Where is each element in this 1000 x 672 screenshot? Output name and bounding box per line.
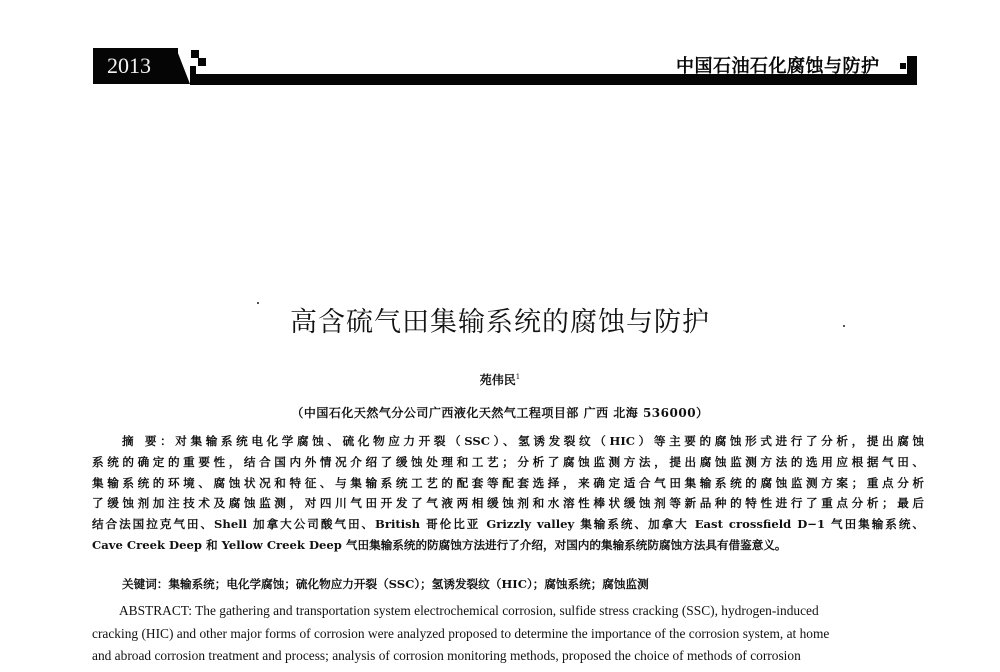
keywords-text: 集输系统；电化学腐蚀；硫化物应力开裂（SSC）；氢诱发裂纹（HIC）；腐蚀系统；腐蚀监测 [168, 577, 649, 591]
abstract-line: 系统的确定的重要性，结合国内外情况介绍了缓蚀处理和工艺；分析了腐蚀监测方法，提出腐蚀监测方法的选用应根据气田、 [92, 454, 924, 469]
abstract-en-line: cracking (HIC) and other major forms of corrosion were analyzed proposed to determine the importance of the corrosion system, at home [92, 625, 830, 641]
abstract-line: 集输系统的环境、腐蚀状况和特征、与集输系统工艺的配套等配套选择，来确定适合气田集输系统的腐蚀监测方案；重点分析 [92, 475, 924, 490]
abstract-label: 摘 要： [122, 434, 176, 448]
author [0, 371, 1000, 388]
abstract-line: 结合法国拉克气田、Shell 加拿大公司酸气田、British 哥伦比亚 Grizzly valley 集输系统、加拿大 East crossfield D−1 气田集输系统、 [92, 517, 924, 532]
decorative-square-icon [198, 58, 206, 66]
abstract-chinese [92, 431, 924, 556]
decorative-square-icon [191, 50, 199, 58]
abstract-line: Cave Creek Deep 和 Yellow Creek Deep 气田集输系统的防腐蚀方法进行了介绍，对国内的集输系统防腐蚀方法具有借鉴意义。 [92, 537, 787, 552]
abstract-en-line: and abroad corrosion treatment and process; analysis of corrosion monitoring methods, proposed the choice of methods of corrosion [92, 648, 801, 663]
page-header [0, 0, 1000, 100]
header-right-cap [907, 56, 917, 85]
keywords [122, 576, 649, 592]
author-name: 苑伟民 [479, 373, 516, 387]
abstract-line: 了缓蚀剂加注技术及腐蚀监测，对四川气田开发了气液两相缓蚀剂和水溶性棒状缓蚀剂等新品种的特性进行了重点分析；最后 [92, 496, 924, 511]
affiliation: （中国石化天然气分公司广西液化天然气工程项目部 广西 北海 536000） [291, 406, 709, 420]
year-label: 2013 [107, 53, 151, 78]
keywords-label: 关键词： [122, 577, 169, 591]
abstract-english [92, 600, 922, 668]
abstract-en-line: ABSTRACT: The gathering and transportation system electrochemical corrosion, sulfide stress cracking (SSC), hydrogen-induced [119, 603, 819, 618]
decorative-square-icon [190, 66, 196, 74]
journal-title: 中国石油石化腐蚀与防护 [676, 56, 880, 77]
article-title: 高含硫气田集输系统的腐蚀与防护 [290, 307, 710, 338]
decorative-square-icon [900, 63, 906, 69]
abstract-line: 摘 要：对集输系统电化学腐蚀、硫化物应力开裂（SSC）、氢诱发裂纹（HIC）等主要的腐蚀形式进行了分析，提出腐蚀 [122, 434, 924, 448]
author-superscript: 1 [515, 373, 521, 381]
year-tab-slant [176, 48, 190, 84]
